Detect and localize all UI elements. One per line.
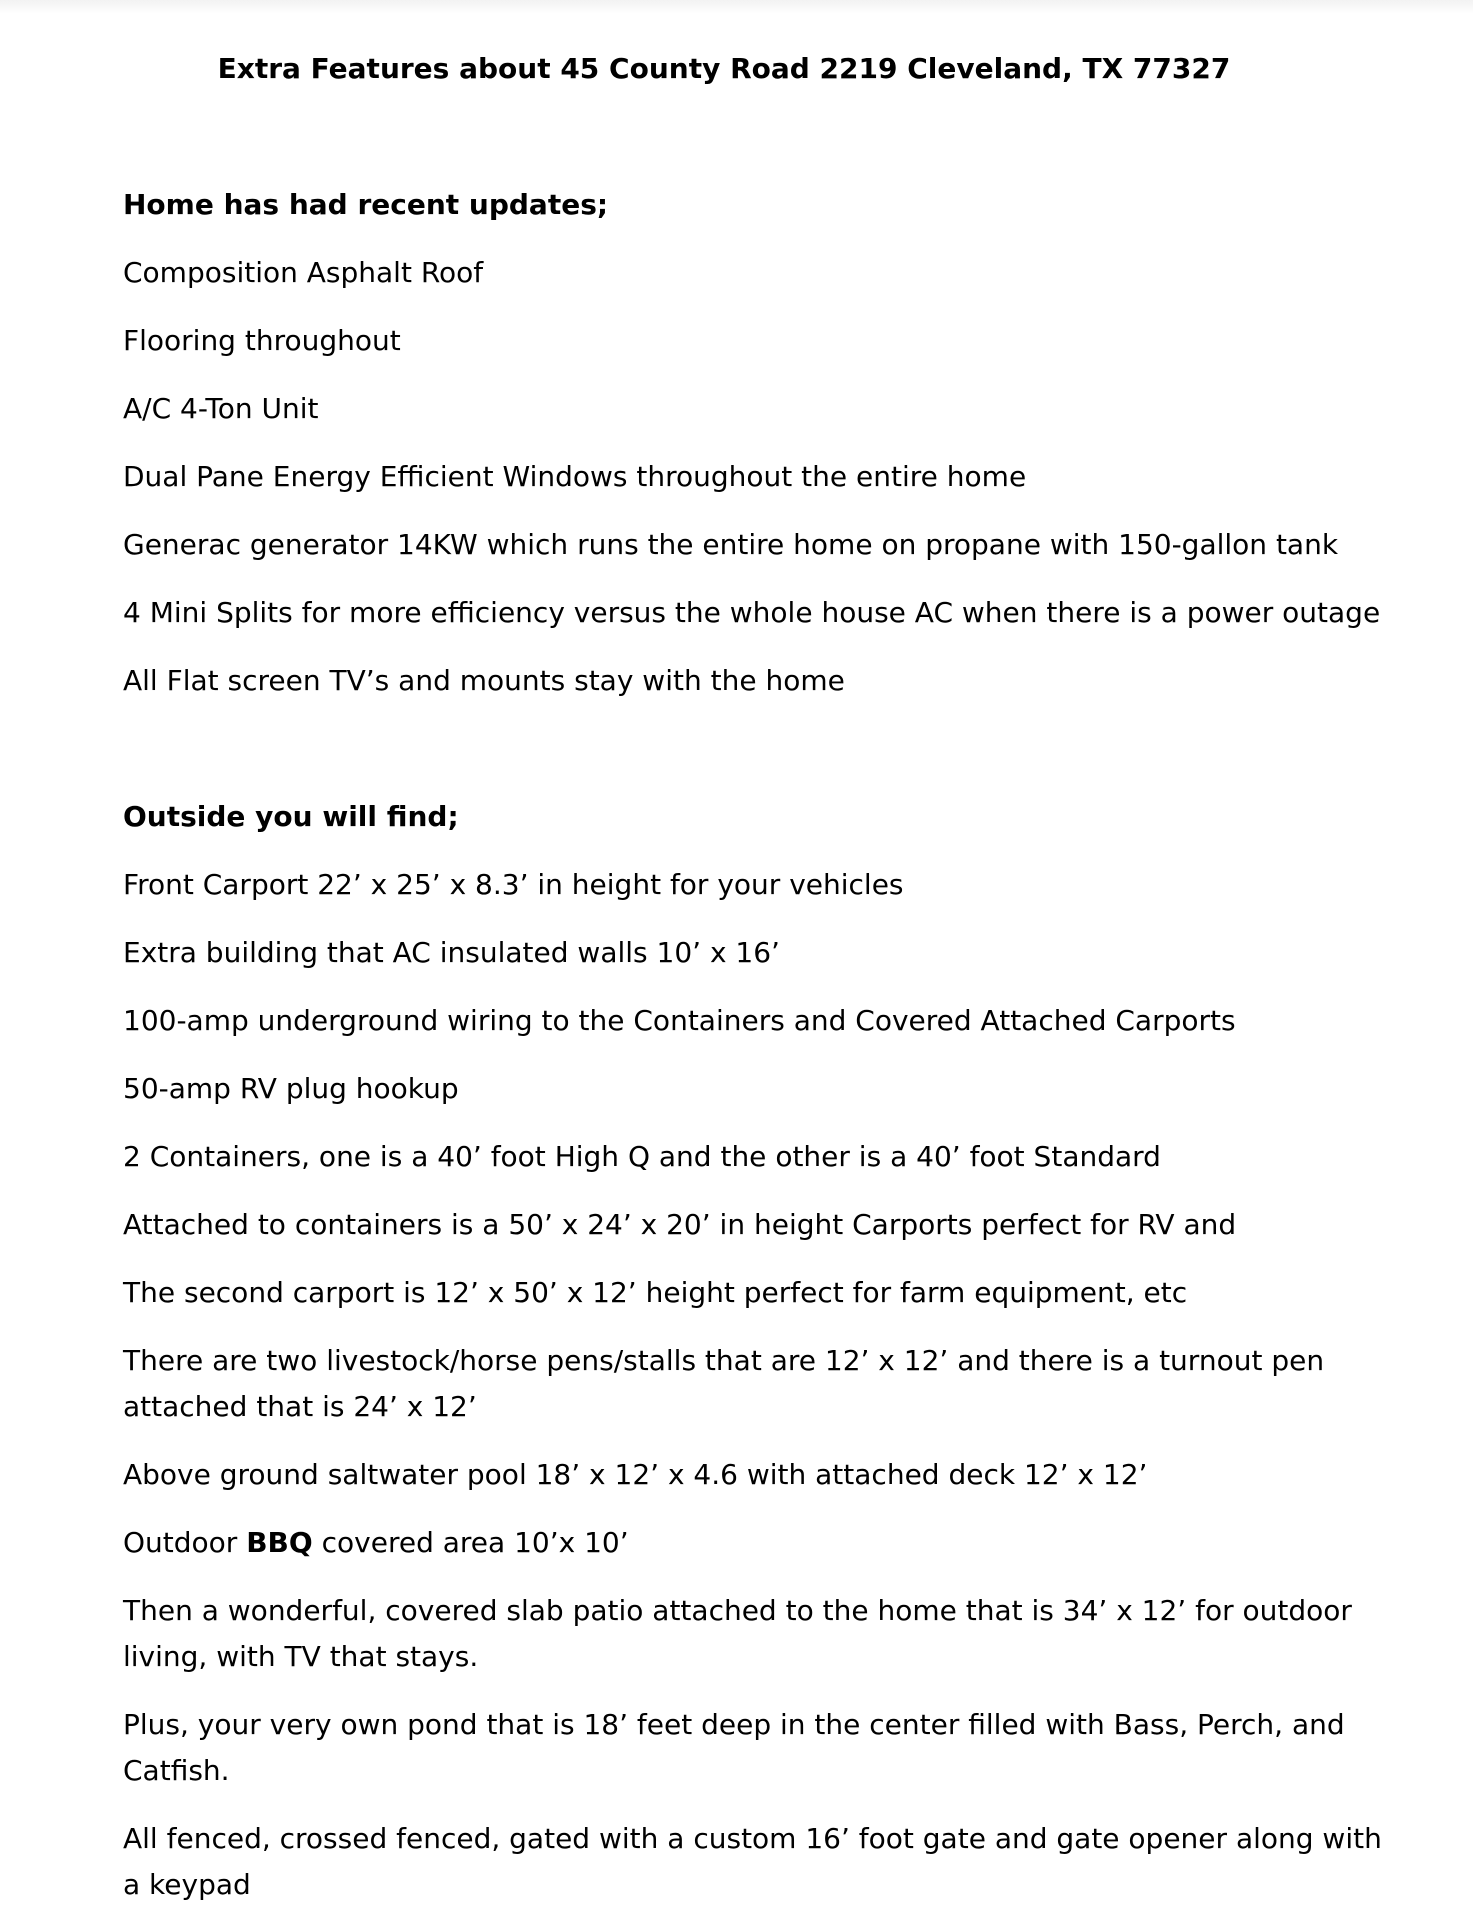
outside-feature-item: The second carport is 12’ x 50’ x 12’ height perfect for farm equipment, etc — [123, 1276, 1188, 1309]
document-title: Extra Features about 45 County Road 2219 Cleveland, TX 77327 — [217, 52, 1231, 85]
outside-feature-item: Above ground saltwater pool 18’ x 12’ x 4.6 with attached deck 12’ x 12’ — [123, 1458, 1148, 1491]
outside-feature-item: Extra building that AC insulated walls 10’ x 16’ — [123, 936, 780, 969]
home-update-item: Generac generator 14KW which runs the entire home on propane with 150-gallon tank — [123, 528, 1339, 561]
outside-feature-item-bbq — [123, 1520, 1385, 1566]
outside-feature-item: Then a wonderful, covered slab patio attached to the home that is 34’ x 12’ for outdoor living, with TV that stays. — [123, 1594, 1352, 1673]
home-update-item: 4 Mini Splits for more efficiency versus the whole house AC when there is a power outage — [123, 596, 1381, 629]
outside-features-heading: Outside you will find; — [123, 800, 459, 833]
bbq-suffix: covered area 10’x 10’ — [312, 1526, 629, 1559]
outside-feature-item: 100-amp underground wiring to the Containers and Covered Attached Carports — [123, 1004, 1236, 1037]
bbq-prefix: Outdoor — [123, 1526, 247, 1559]
outside-feature-item: Attached to containers is a 50’ x 24’ x 20’ in height Carports perfect for RV and — [123, 1208, 1237, 1241]
outside-feature-item: All fenced, crossed fenced, gated with a custom 16’ foot gate and gate opener along with a keypad — [123, 1822, 1382, 1901]
home-update-item: A/C 4-Ton Unit — [123, 392, 319, 425]
home-update-item: Flooring throughout — [123, 324, 401, 357]
outside-features-section — [123, 794, 1385, 1930]
outside-feature-item: 50-amp RV plug hookup — [123, 1072, 459, 1105]
bbq-bold-text: BBQ — [246, 1526, 313, 1559]
home-updates-section — [123, 182, 1385, 726]
outside-feature-item: 2 Containers, one is a 40’ foot High Q and the other is a 40’ foot Standard — [123, 1140, 1161, 1173]
home-update-item: Dual Pane Energy Efficient Windows throughout the entire home — [123, 460, 1027, 493]
home-update-item: All Flat screen TV’s and mounts stay with the home — [123, 664, 845, 697]
outside-feature-item: Front Carport 22’ x 25’ x 8.3’ in height for your vehicles — [123, 868, 904, 901]
outside-feature-item: There are two livestock/horse pens/stalls that are 12’ x 12’ and there is a turnout pen attached that is 24’ x 12’ — [123, 1344, 1325, 1423]
home-updates-heading: Home has had recent updates; — [123, 188, 609, 221]
home-update-item: Composition Asphalt Roof — [123, 256, 484, 289]
outside-feature-item: Plus, your very own pond that is 18’ feet deep in the center filled with Bass, Perch, and Catfish. — [123, 1708, 1345, 1787]
